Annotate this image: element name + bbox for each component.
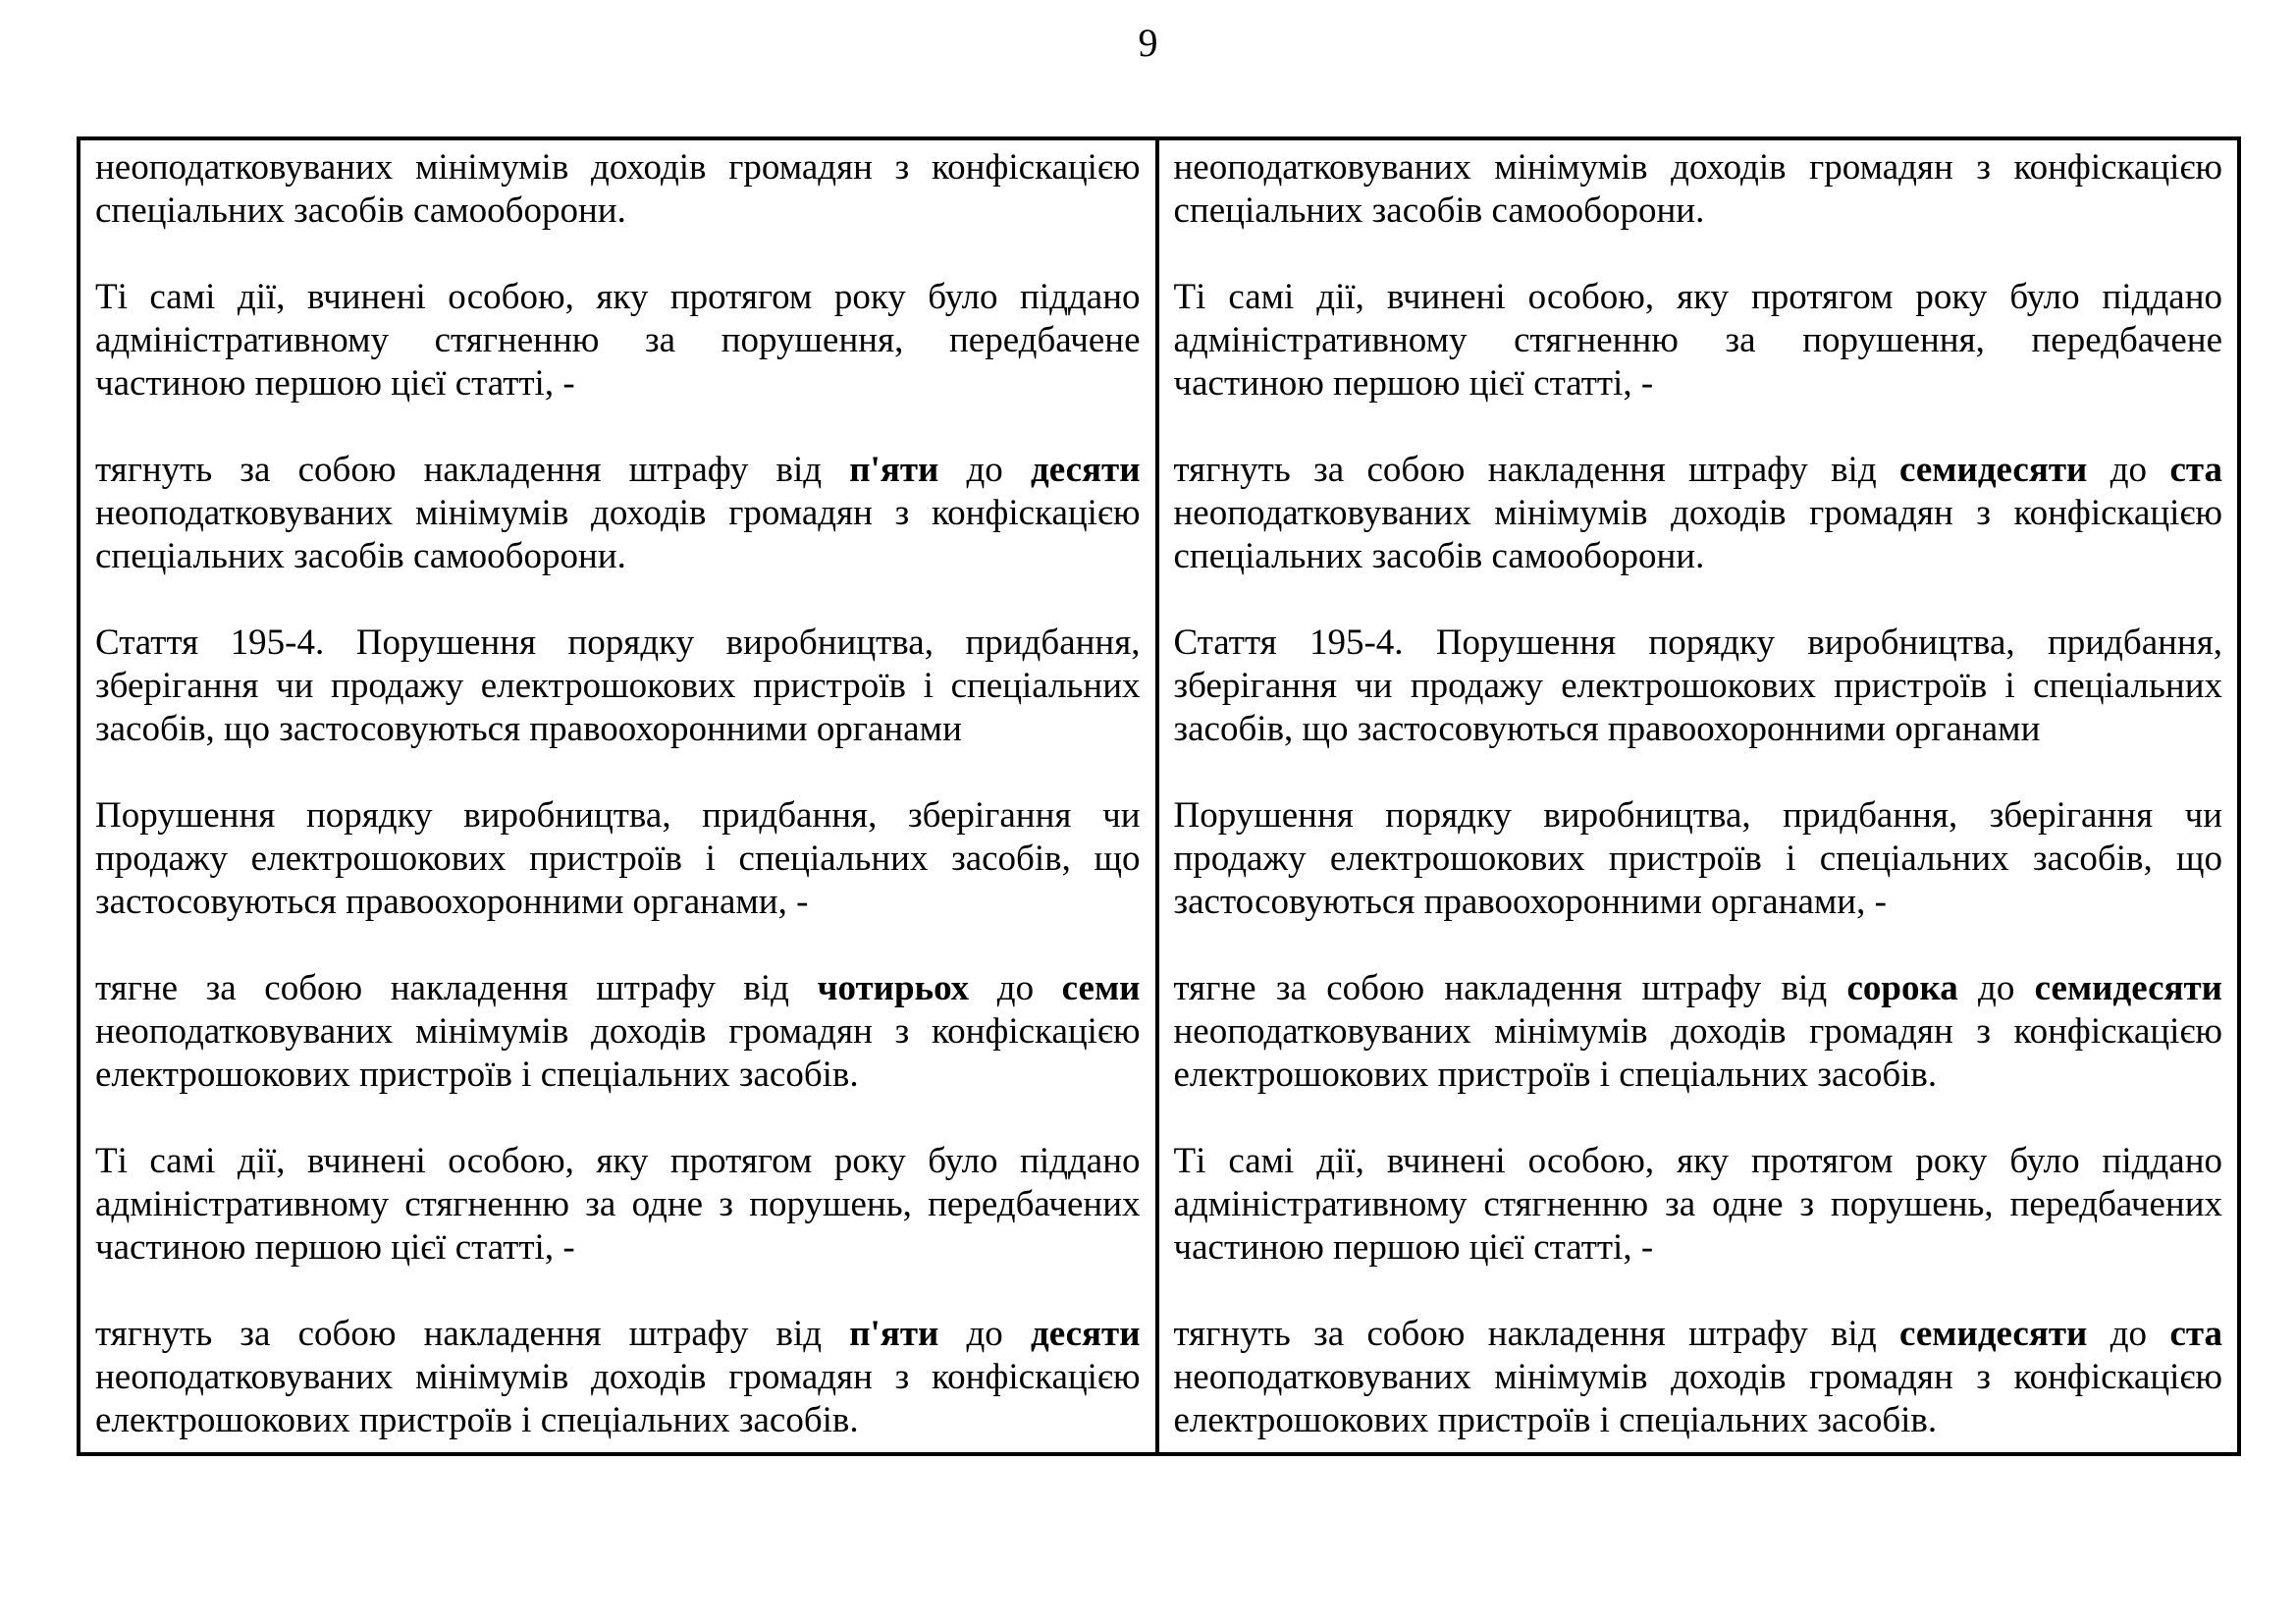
- text-run: Ті самі дії, вчинені особою, яку протягом року було піддано адміністративному стягненню за порушення, передбачене частиною першою цієї статті, -: [1173, 277, 2222, 404]
- text-run: до: [2087, 450, 2170, 490]
- law-paragraph: [1174, 146, 2223, 233]
- law-paragraph: [1174, 1140, 2223, 1270]
- bold-text-run: ста: [2169, 450, 2222, 490]
- text-run: до: [969, 968, 1062, 1008]
- text-run: неоподатковуваних мінімумів доходів громадян з конфіскацією електрошокових пристроїв і спеціальних засобів.: [1173, 1011, 2222, 1095]
- bold-text-run: семидесяти: [1899, 450, 2088, 490]
- bold-text-run: сорока: [1846, 968, 1958, 1008]
- bold-text-run: п'яти: [849, 450, 939, 490]
- law-paragraph: [1174, 1313, 2223, 1442]
- table-column-left: [80, 140, 1159, 1452]
- text-run: Стаття 195-4. Порушення порядку виробництва, придбання, зберігання чи продажу електрошокових пристроїв і спеціальних засобів, що застосовуються правоохоронними органами: [95, 623, 1141, 749]
- law-paragraph: [1174, 794, 2223, 924]
- law-paragraph: [95, 276, 1141, 406]
- bold-text-run: ста: [2169, 1314, 2222, 1354]
- law-paragraph: [95, 146, 1141, 233]
- bold-text-run: семидесяти: [2034, 968, 2222, 1008]
- law-paragraph: [1174, 967, 2223, 1097]
- text-run: неоподатковуваних мінімумів доходів громадян з конфіскацією спеціальних засобів самооборони.: [1173, 147, 2222, 231]
- law-comparison-table: [77, 136, 2241, 1456]
- text-run: тягнуть за собою накладення штрафу від: [95, 1314, 850, 1354]
- text-run: Ті самі дії, вчинені особою, яку протягом року було піддано адміністративному стягненню за одне з порушень, передбачених частиною першою цієї статті, -: [95, 1141, 1141, 1268]
- table-column-right: [1159, 140, 2238, 1452]
- text-run: до: [938, 1314, 1031, 1354]
- law-paragraph: [95, 967, 1141, 1097]
- page-number: 9: [1138, 21, 1158, 65]
- text-run: Порушення порядку виробництва, придбання, зберігання чи продажу електрошокових пристроїв і спеціальних засобів, що застосовуються правоохоронними органами, -: [1173, 795, 2222, 922]
- text-run: Порушення порядку виробництва, придбання, зберігання чи продажу електрошокових пристроїв і спеціальних засобів, що застосовуються правоохоронними органами, -: [95, 795, 1141, 922]
- text-run: Стаття 195-4. Порушення порядку виробництва, придбання, зберігання чи продажу електрошокових пристроїв і спеціальних засобів, що застосовуються правоохоронними органами: [1173, 623, 2222, 749]
- law-paragraph: [95, 1140, 1141, 1270]
- bold-text-run: чотирьох: [817, 968, 970, 1008]
- text-run: неоподатковуваних мінімумів доходів громадян з конфіскацією електрошокових пристроїв і спеціальних засобів.: [95, 1011, 1141, 1095]
- bold-text-run: десяти: [1030, 450, 1141, 490]
- text-run: тягнуть за собою накладення штрафу від: [95, 450, 850, 490]
- text-run: Ті самі дії, вчинені особою, яку протягом року було піддано адміністративному стягненню за порушення, передбачене частиною першою цієї статті, -: [95, 277, 1141, 404]
- law-paragraph: [1174, 276, 2223, 406]
- bold-text-run: семи: [1061, 968, 1141, 1008]
- text-run: неоподатковуваних мінімумів доходів громадян з конфіскацією спеціальних засобів самооборони.: [95, 493, 1141, 576]
- text-run: Ті самі дії, вчинені особою, яку протягом року було піддано адміністративному стягненню за одне з порушень, передбачених частиною першою цієї статті, -: [1173, 1141, 2222, 1268]
- text-run: тягне за собою накладення штрафу від: [95, 968, 818, 1008]
- law-paragraph: [95, 622, 1141, 751]
- bold-text-run: десяти: [1030, 1314, 1141, 1354]
- law-paragraph: [1174, 622, 2223, 751]
- law-paragraph: [1174, 449, 2223, 578]
- text-run: до: [1957, 968, 2035, 1008]
- text-run: неоподатковуваних мінімумів доходів громадян з конфіскацією електрошокових пристроїв і спеціальних засобів.: [1173, 1357, 2222, 1440]
- law-paragraph: [95, 449, 1141, 578]
- text-run: неоподатковуваних мінімумів доходів громадян з конфіскацією електрошокових пристроїв і спеціальних засобів.: [95, 1357, 1141, 1440]
- bold-text-run: семидесяти: [1899, 1314, 2088, 1354]
- text-run: неоподатковуваних мінімумів доходів громадян з конфіскацією спеціальних засобів самооборони.: [1173, 493, 2222, 576]
- text-run: тягне за собою накладення штрафу від: [1173, 968, 1847, 1008]
- text-run: неоподатковуваних мінімумів доходів громадян з конфіскацією спеціальних засобів самооборони.: [95, 147, 1141, 231]
- text-run: тягнуть за собою накладення штрафу від: [1173, 1314, 1900, 1354]
- bold-text-run: п'яти: [849, 1314, 939, 1354]
- text-run: до: [2087, 1314, 2170, 1354]
- text-run: тягнуть за собою накладення штрафу від: [1173, 450, 1900, 490]
- text-run: до: [938, 450, 1031, 490]
- law-paragraph: [95, 794, 1141, 924]
- law-paragraph: [95, 1313, 1141, 1442]
